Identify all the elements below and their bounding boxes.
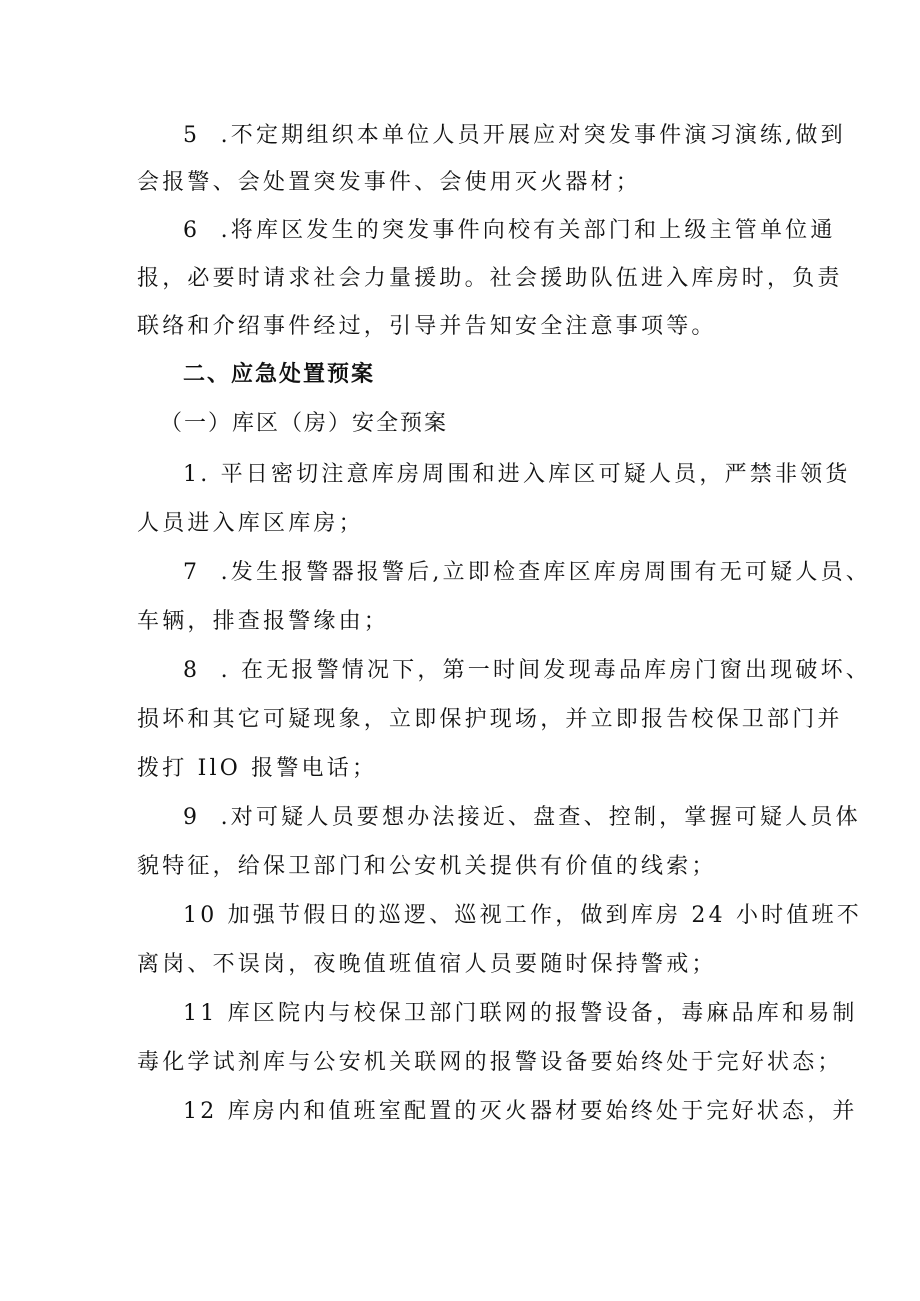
item-8-line-3: 拨打 IlO 报警电话； [137,756,378,781]
item-11-line-1: 11 库区院内与校保卫部门联网的报警设备，毒麻品库和易制 [183,1001,858,1026]
paragraph-6-line-2: 报，必要时请求社会力量援助。社会援助队伍进入库房时，负责 [137,266,843,291]
item-10-line-2: 离岗、不误岗，夜晚值班值宿人员要随时保持警戒； [137,952,717,977]
item-7-line-2: 车辆，排查报警缘由； [137,609,390,634]
item-9-line-1: 9 .对可疑人员要想办法接近、盘查、控制，掌握可疑人员体 [183,805,861,830]
item-8-line-1: 8 . 在无报警情况下，第一时间发现毒品库房门窗出现破坏、 [183,658,871,683]
paragraph-6-line-1: 6 .将库区发生的突发事件向校有关部门和上级主管单位通 [183,218,836,243]
subsection-heading: （一）库区（房）安全预案 [160,411,449,436]
paragraph-5-line-1: 5 .不定期组织本单位人员开展应对突发事件演习演练,做到 [183,123,846,148]
section-heading: 二、应急处置预案 [183,362,376,387]
paragraph-5-line-2: 会报警、会处置突发事件、会使用灭火器材； [137,170,642,195]
item-10-line-1: 10 加强节假日的巡逻、巡视工作，做到库房 24 小时值班不 [183,903,862,928]
item-8-line-2: 损坏和其它可疑现象，立即保护现场，并立即报告校保卫部门并 [137,707,843,732]
paragraph-6-line-3: 联络和介绍事件经过，引导并告知安全注意事项等。 [137,314,717,339]
item-1-line-1: 1. 平日密切注意库房周围和进入库区可疑人员，严禁非领货 [183,462,851,487]
item-7-line-1: 7 .发生报警器报警后,立即检查库区库房周围有无可疑人员、 [183,560,871,585]
item-11-line-2: 毒化学试剂库与公安机关联网的报警设备要始终处于完好状态； [137,1050,843,1075]
item-1-line-2: 人员进入库区库房； [137,511,364,536]
item-12-line-1: 12 库房内和值班室配置的灭火器材要始终处于完好状态，并 [183,1099,858,1124]
item-9-line-2: 貌特征，给保卫部门和公安机关提供有价值的线索； [137,854,717,879]
